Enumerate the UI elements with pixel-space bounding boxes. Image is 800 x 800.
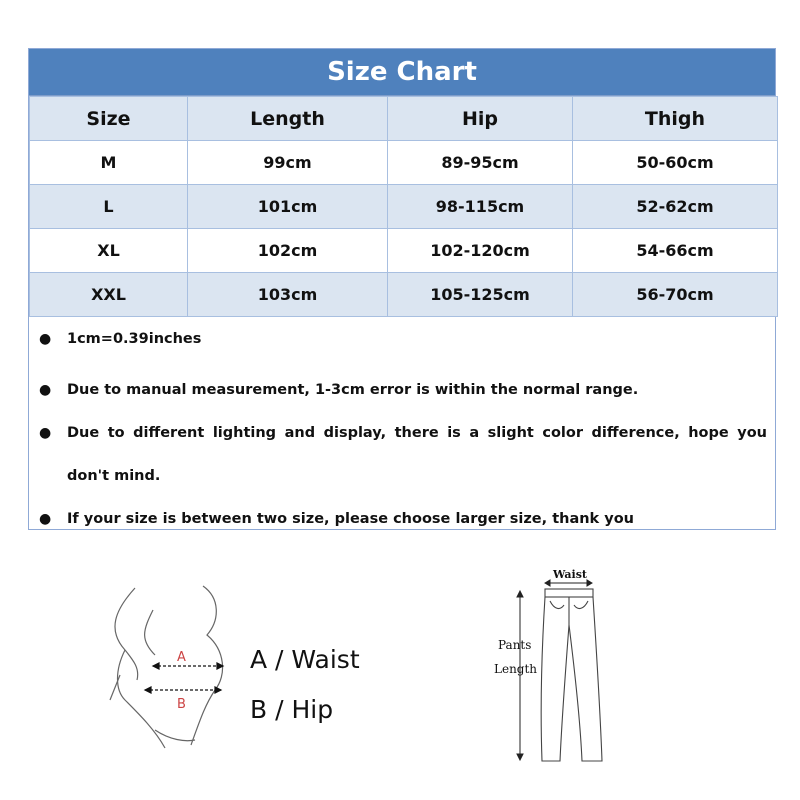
cell-size: L [30, 185, 188, 229]
cell-thigh: 50-60cm [573, 141, 778, 185]
table-row [30, 185, 778, 229]
pants-length-label-1: Pants [498, 638, 532, 652]
note-item [39, 369, 767, 412]
body-mark-a: A [177, 650, 186, 665]
pants-measure-diagram [490, 565, 620, 770]
note-item [39, 412, 767, 498]
cell-length: 101cm [188, 185, 388, 229]
bullet-icon: ● [39, 382, 52, 398]
header-size: Size [30, 97, 188, 141]
bullet-icon: ● [39, 425, 52, 441]
table-header-row [30, 97, 778, 141]
header-length: Length [188, 97, 388, 141]
cell-hip: 102-120cm [388, 229, 573, 273]
cell-length: 103cm [188, 273, 388, 317]
size-table [29, 96, 778, 317]
pants-length-label-2: Length [494, 662, 538, 676]
note-item [39, 327, 767, 351]
cell-hip: 89-95cm [388, 141, 573, 185]
bullet-icon: ● [39, 331, 52, 347]
note-item [39, 498, 767, 541]
hip-legend: B / Hip [250, 695, 334, 724]
cell-size: XXL [30, 273, 188, 317]
cell-thigh: 54-66cm [573, 229, 778, 273]
note-text: If your size is between two size, please choose larger size, thank you [67, 511, 634, 527]
cell-size: XL [30, 229, 188, 273]
size-chart [28, 48, 776, 530]
pants-waist-label: Waist [553, 568, 587, 581]
table-row [30, 273, 778, 317]
header-hip: Hip [388, 97, 573, 141]
body-mark-b: B [177, 697, 186, 712]
bullet-icon: ● [39, 511, 52, 527]
note-text: Due to different lighting and display, there is a slight color difference, hope you don't mind. [67, 425, 767, 484]
cell-length: 102cm [188, 229, 388, 273]
table-row [30, 229, 778, 273]
table-row [30, 141, 778, 185]
cell-size: M [30, 141, 188, 185]
note-text: Due to manual measurement, 1-3cm error is within the normal range. [67, 382, 639, 398]
header-thigh: Thigh [573, 97, 778, 141]
cell-length: 99cm [188, 141, 388, 185]
cell-thigh: 56-70cm [573, 273, 778, 317]
cell-thigh: 52-62cm [573, 185, 778, 229]
cell-hip: 98-115cm [388, 185, 573, 229]
cell-hip: 105-125cm [388, 273, 573, 317]
notes-list [29, 317, 775, 541]
body-measure-diagram [95, 580, 245, 755]
waist-legend: A / Waist [250, 645, 360, 674]
note-text: 1cm=0.39inches [67, 331, 202, 347]
chart-title: Size Chart [29, 49, 775, 96]
